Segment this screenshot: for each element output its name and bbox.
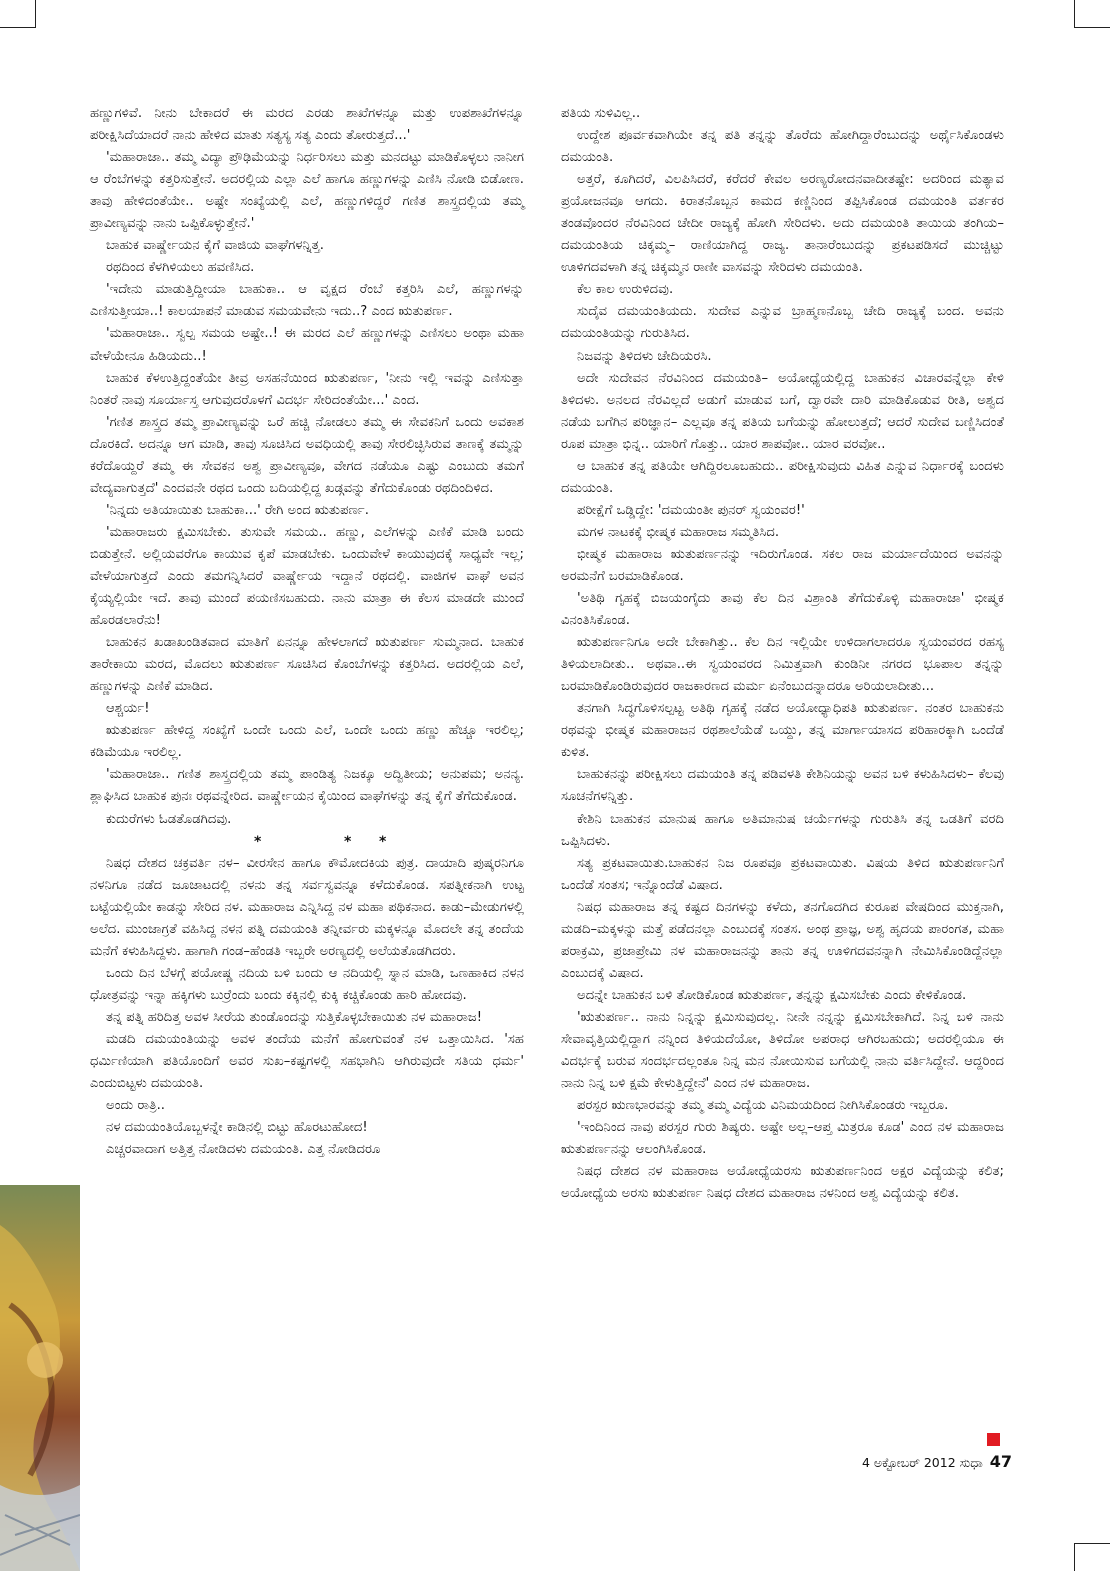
section-break-star: * — [379, 833, 387, 850]
paragraph: 'ಋತುಪರ್ಣ.. ನಾನು ನಿನ್ನನ್ನು ಕ್ಷಮಿಸುವುದಲ್ಲ. ನೀನೇ ನನ್ನನ್ನು ಕ್ಷಮಿಸಬೇಕಾಗಿದೆ. ನಿನ್ನ ಬಳಿ ನಾನು ಸೇವಾವೃತ್ತಿಯಲ್ಲಿದ್ದಾಗ ನನ್ನಿಂದ ತಿಳಿಯದೆಯೋ, ತಿಳಿದೋ ಅಪರಾಧ ಆಗಿರಬಹುದು; ಅದರಲ್ಲಿಯೂ ಈ ವಿದರ್ಭಕ್ಕೆ ಬರುವ ಸಂದರ್ಭದಲ್ಲಂತೂ ನಿನ್ನ ಮನ ನೋಯಿಸುವ ಬಗೆಯಲ್ಲಿ ನಾನು ವರ್ತಿಸಿದ್ದೇನೆ. ಆದ್ದರಿಂದ ನಾನು ನಿನ್ನ ಬಳಿ ಕ್ಷಮೆ ಕೇಳುತ್ತಿದ್ದೇನೆ' ಎಂದ ನಳ ಮಹಾರಾಜ. — [561, 1009, 1004, 1092]
paragraph: ಋತುಪರ್ಣನಿಗೂ ಅದೇ ಬೇಕಾಗಿತ್ತು.. ಕೆಲ ದಿನ ಇಲ್ಲಿಯೇ ಉಳಿದಾಗಲಾದರೂ ಸ್ವಯಂವರದ ರಹಸ್ಯ ತಿಳಿಯಲಾದೀತು.. ಅಥವಾ..ಈ ಸ್ವಯಂವರದ ನಿಮಿತ್ತವಾಗಿ ಕುಂಡಿನೀ ನಗರದ ಭೂಪಾಲ ತನ್ನನ್ನು ಬರಮಾಡಿಕೊಂಡಿರುವುದರ ರಾಜಕಾರಣದ ಮರ್ಮ ಏನೆಂಬುದನ್ನಾದರೂ ಅರಿಯಲಾದೀತು... — [561, 635, 1004, 695]
illustration-fragment — [0, 1185, 80, 1571]
paragraph: ಕೇಶಿನಿ ಬಾಹುಕನ ಮಾನುಷ ಹಾಗೂ ಅತಿಮಾನುಷ ಚರ್ಯೆಗಳನ್ನು ಗುರುತಿಸಿ ತನ್ನ ಒಡತಿಗೆ ವರದಿ ಒಪ್ಪಿಸಿದಳು. — [561, 811, 1004, 849]
section-break-star: * — [254, 833, 262, 850]
paragraph: 'ನಿನ್ನದು ಅತಿಯಾಯಿತು ಬಾಹುಕಾ...' ರೇಗಿ ಅಂದ ಋತುಪರ್ಣ. — [106, 502, 369, 518]
paragraph: ಋತುಪರ್ಣ ಹೇಳಿದ್ದ ಸಂಖ್ಯೆಗೆ ಒಂದೇ ಒಂದು ಎಲೆ, ಒಂದೇ ಒಂದು ಹಣ್ಣು ಹೆಚ್ಚೂ ಇರಲಿಲ್ಲ; ಕಡಿಮೆಯೂ ಇರಲಿಲ್ಲ. — [90, 723, 524, 761]
paragraph: ತನ್ನ ಪತ್ನಿ ಹರಿದಿತ್ತ ಅವಳ ಸೀರೆಯ ತುಂಡೊಂದನ್ನು ಸುತ್ತಿಕೊಳ್ಳಬೇಕಾಯಿತು ನಳ ಮಹಾರಾಜ! — [106, 1009, 482, 1025]
paragraph: ಕೆಲ ಕಾಲ ಉರುಳಿದವು. — [577, 282, 674, 298]
paragraph: ನಿಷಧ ಮಹಾರಾಜ ತನ್ನ ಕಷ್ಟದ ದಿನಗಳನ್ನು ಕಳೆದು, ತನಗೊದಗಿದ ಕುರೂಪ ವೇಷದಿಂದ ಮುಕ್ತನಾಗಿ, ಮಡದಿ–ಮಕ್ಕಳನ್ನು ಮತ್ತೆ ಪಡೆದನಲ್ಲಾ ಎಂಬುದಕ್ಕೆ ಸಂತಸ. ಅಂಥ ಪ್ರಾಜ್ಞ, ಅಶ್ವ ಹೃದಯ ಪಾರಂಗತ, ಮಹಾ ಪರಾಕ್ರಮಿ, ಪ್ರಜಾಪ್ರೇಮಿ ನಳ ಮಹಾರಾಜನನ್ನು ತಾನು ತನ್ನ ಊಳಿಗದವನನ್ನಾಗಿ ನೇಮಿಸಿಕೊಂಡಿದ್ದೆನಲ್ಲಾ ಎಂಬುದಕ್ಕೆ ವಿಷಾದ. — [561, 899, 1004, 981]
crop-mark-bottom-right-h — [1074, 1543, 1110, 1544]
paragraph: 'ಮಹಾರಾಜಾ.. ಸ್ವಲ್ಪ ಸಮಯ ಅಷ್ಟೇ..! ಈ ಮರದ ಎಲೆ ಹಣ್ಣುಗಳನ್ನು ಎಣಿಸಲು ಅಂಥಾ ಮಹಾ ವೇಳೆಯೇನೂ ಹಿಡಿಯದು..! — [90, 326, 524, 364]
paragraph: ಆಶ್ಚರ್ಯ! — [106, 701, 150, 717]
issue-date: 4 ಅಕ್ಟೋಬರ್ 2012 — [861, 1455, 956, 1470]
paragraph: 'ಮಹಾರಾಜಾ.. ತಮ್ಮ ವಿದ್ಯಾ ಪ್ರೌಢಿಮೆಯನ್ನು ನಿರ್ಧರಿಸಲು ಮತ್ತು ಮನದಟ್ಟು ಮಾಡಿಕೊಳ್ಳಲು ನಾನೀಗ ಆ ರೆಂಬೆಗಳನ್ನು ಕತ್ತರಿಸುತ್ತೇನೆ. ಅದರಲ್ಲಿಯ ಎಲ್ಲಾ ಎಲೆ ಹಾಗೂ ಹಣ್ಣುಗಳನ್ನು ಎಣಿಸಿ ನೋಡಿ ಬಿಡೋಣ. ತಾವು ಹೇಳಿದಂತೆಯೇ.. ಅಷ್ಟೇ ಸಂಖ್ಯೆಯಲ್ಲಿ ಎಲೆ, ಹಣ್ಣುಗಳಿದ್ದರೆ ಗಣಿತ ಶಾಸ್ತ್ರದಲ್ಲಿಯ ತಮ್ಮ ಪ್ರಾವೀಣ್ಯವನ್ನು ನಾನು ಒಪ್ಪಿಕೊಳ್ಳುತ್ತೇನೆ.' — [90, 150, 524, 232]
paragraph: 'ಇದೇನು ಮಾಡುತ್ತಿದ್ದೀಯಾ ಬಾಹುಕಾ.. ಆ ವೃಕ್ಷದ ರೆಂಬೆ ಕತ್ತರಿಸಿ ಎಲೆ, ಹಣ್ಣುಗಳನ್ನು ಎಣಿಸುತ್ತೀಯಾ..! ಕಾಲಯಾಪನೆ ಮಾಡುವ ಸಮಯವೇನು ಇದು..? ಎಂದ ಋತುಪರ್ಣ. — [90, 282, 524, 320]
crop-mark-top-left-h — [0, 27, 36, 28]
paragraph: ಅದೇ ಸುದೇವನ ನೆರವಿನಿಂದ ದಮಯಂತಿ– ಅಯೋಧ್ಯೆಯಲ್ಲಿದ್ದ ಬಾಹುಕನ ವಿಚಾರವನ್ನೆಲ್ಲಾ ಕೇಳಿ ತಿಳಿದಳು. ಅನಲದ ನೆರವಿಲ್ಲದೆ ಅಡುಗೆ ಮಾಡುವ ಬಗೆ, ದ್ವಾರವೇ ದಾರಿ ಮಾಡಿಕೊಡುವ ರೀತಿ, ಅಶ್ವದ ನಡೆಯ ಬಗೆಗಿನ ಪರಿಜ್ಞಾನ– ಎಲ್ಲವೂ ತನ್ನ ಪತಿಯ ಬಗೆಯನ್ನು ಹೋಲುತ್ತದೆ; ಆದರೆ ಸುದೇವ ಬಣ್ಣಿಸಿದಂತೆ ರೂಪ ಮಾತ್ರಾ ಭಿನ್ನ.. ಯಾರಿಗೆ ಗೊತ್ತು.. ಯಾರ ಶಾಪವೋ.. ಯಾರ ವರವೋ.. — [561, 370, 1004, 452]
paragraph: 'ಮಹಾರಾಜಾ.. ಗಣಿತ ಶಾಸ್ತ್ರದಲ್ಲಿಯ ತಮ್ಮ ಪಾಂಡಿತ್ಯ ನಿಜಕ್ಕೂ ಅದ್ವಿತೀಯ; ಅನುಪಮ; ಅನನ್ಯ. ಶ್ಲಾಘಿಸಿದ ಬಾಹುಕ ಪುನಃ ರಥವನ್ನೇರಿದ. ವಾರ್ಷ್ಣೇಯನ ಕೈಯಿಂದ ವಾಘೆಗಳನ್ನು ತನ್ನ ಕೈಗೆ ತೆಗೆದುಕೊಂಡ. — [90, 767, 524, 805]
paragraph: ಕುದುರೆಗಳು ಓಡತೊಡಗಿದವು. — [106, 811, 232, 827]
paragraph: ತನಗಾಗಿ ಸಿದ್ಧಗೊಳಿಸಲ್ಪಟ್ಟ ಅತಿಥಿ ಗೃಹಕ್ಕೆ ನಡೆದ ಅಯೋಧ್ಯಾಧಿಪತಿ ಋತುಪರ್ಣ. ನಂತರ ಬಾಹುಕನು ರಥವನ್ನು ಭೀಷ್ಮಕ ಮಹಾರಾಜನ ರಥಶಾಲೆಯೆಡೆ ಒಯ್ದು, ತನ್ನ ಮಾರ್ಗಾಯಾಸದ ಪರಿಹಾರಕ್ಕಾಗಿ ಒಂದೆಡೆ ಕುಳಿತ. — [561, 701, 1004, 761]
page-footer — [862, 1452, 1012, 1471]
paragraph: ಅತ್ತರೆ, ಕೂಗಿದರೆ, ವಿಲಪಿಸಿದರೆ, ಕರೆದರೆ ಕೇವಲ ಅರಣ್ಯರೋದನವಾದೀತಷ್ಟೇ: ಅದರಿಂದ ಮತ್ಯಾವ ಪ್ರಯೋಜನವೂ ಆಗದು. ಕಿರಾತನೊಬ್ಬನ ಕಾಮದ ಕಣ್ಣಿನಿಂದ ತಪ್ಪಿಸಿಕೊಂಡ ದಮಯಂತಿ ವರ್ತಕರ ತಂಡವೊಂದರ ನೆರವಿನಿಂದ ಚೇದೀ ರಾಜ್ಯಕ್ಕೆ ಹೋಗಿ ಸೇರಿದಳು. ಅದು ದಮಯಂತಿ ತಾಯಿಯ ತಂಗಿಯ– ದಮಯಂತಿಯ ಚಿಕ್ಕಮ್ಮ– ರಾಣಿಯಾಗಿದ್ದ ರಾಜ್ಯ. ತಾನಾರೆಂಬುದನ್ನು ಪ್ರಕಟಪಡಿಸದೆ ಮುಚ್ಚಿಟ್ಟು ಊಳಿಗದವಳಾಗಿ ತನ್ನ ಚಿಕ್ಕಮ್ಮನ ರಾಣೀ ವಾಸವನ್ನು ಸೇರಿದಳು ದಮಯಂತಿ. — [561, 172, 1004, 276]
paragraph: ಪರೀಕ್ಷೆಗೆ ಒಡ್ಡಿದ್ದೇ: 'ದಮಯಂತೀ ಪುನರ್ ಸ್ವಯಂವರ!' — [577, 502, 805, 518]
paragraph: ನಿಷಧ ದೇಶದ ಚಕ್ರವರ್ತಿ ನಳ– ವೀರಸೇನ ಹಾಗೂ ಕೌಮೋದಕಿಯ ಪುತ್ರ. ದಾಯಾದಿ ಪುಷ್ಕರನಿಗೂ ನಳನಿಗೂ ನಡೆದ ಜೂಜಾಟದಲ್ಲಿ ನಳನು ತನ್ನ ಸರ್ವಸ್ವವನ್ನೂ ಕಳೆದುಕೊಂಡ. ಸಪತ್ನೀಕನಾಗಿ ಉಟ್ಟ ಬಟ್ಟೆಯಲ್ಲಿಯೇ ಕಾಡನ್ನು ಸೇರಿದ ನಳ. ಮಹಾರಾಜ ಎನ್ನಿಸಿದ್ದ ನಳ ಮಹಾ ಪಥಿಕನಾದ. ಕಾಡು–ಮೇಡುಗಳಲ್ಲಿ ಅಲೆದ. ಮುಂಜಾಗ್ರತೆ ವಹಿಸಿದ್ದ ನಳನ ಪತ್ನಿ ದಮಯಂತಿ ತನ್ನೀರ್ವರು ಮಕ್ಕಳನ್ನೂ ಮೊದಲೇ ತನ್ನ ತಂದೆಯ ಮನೆಗೆ ಕಳುಹಿಸಿದ್ದಳು. ಹಾಗಾಗಿ ಗಂಡ–ಹೆಂಡತಿ ಇಬ್ಬರೇ ಅರಣ್ಯದಲ್ಲಿ ಅಲೆಯತೊಡಗಿದರು. — [90, 855, 524, 959]
paragraph: ನಿಷಧ ದೇಶದ ನಳ ಮಹಾರಾಜ ಅಯೋಧ್ಯೆಯರಸು ಋತುಪರ್ಣನಿಂದ ಅಕ್ಷರ ವಿದ್ಯೆಯನ್ನು ಕಲಿತ; ಅಯೋಧ್ಯೆಯ ಅರಸು ಋತುಪರ್ಣ ನಿಷಧ ದೇಶದ ಮಹಾರಾಜ ನಳನಿಂದ ಅಶ್ವ ವಿದ್ಯೆಯನ್ನು ಕಲಿತ. — [561, 1164, 1004, 1202]
paragraph: ಪತಿಯ ಸುಳಿವಿಲ್ಲ.. — [561, 106, 641, 121]
section-break — [90, 831, 524, 853]
paragraph: ಒಂದು ದಿನ ಬೆಳಗ್ಗೆ ಪಯೋಷ್ಣ ನದಿಯ ಬಳಿ ಬಂದು ಆ ನದಿಯಲ್ಲಿ ಸ್ನಾನ ಮಾಡಿ, ಒಣಹಾಕಿದ ನಳನ ಧೋತ್ರವನ್ನು ಇನ್ನಾ ಹಕ್ಕಿಗಳು ಬುರ್ರೆಂದು ಬಂದು ಕಕ್ಕಿನಲ್ಲಿ ಕುಕ್ಕಿ ಕಚ್ಚಿಕೊಂಡು ಹಾರಿ ಹೋದವು. — [90, 965, 524, 1003]
paragraph: 'ಅತಿಥಿ ಗೃಹಕ್ಕೆ ಬಿಜಯಂಗೈದು ತಾವು ಕೆಲ ದಿನ ವಿಶ್ರಾಂತಿ ತೆಗೆದುಕೊಳ್ಳಿ ಮಹಾರಾಜಾ' ಭೀಷ್ಮಕ ವಿನಂತಿಸಿಕೊಂಡ. — [561, 591, 1004, 629]
paragraph: ಎಚ್ಚರವಾದಾಗ ಅತ್ತಿತ್ತ ನೋಡಿದಳು ದಮಯಂತಿ. ಎತ್ತ ನೋಡಿದರೂ — [106, 1142, 381, 1158]
paragraph: 'ಇಂದಿನಿಂದ ನಾವು ಪರಸ್ಪರ ಗುರು ಶಿಷ್ಯರು. ಅಷ್ಟೇ ಅಲ್ಲ–ಆಪ್ತ ಮಿತ್ರರೂ ಕೂಡ' ಎಂದ ನಳ ಮಹಾರಾಜ ಋತುಪರ್ಣನನ್ನು ಆಲಂಗಿಸಿಕೊಂಡ. — [561, 1120, 1004, 1158]
paragraph: ಆ ಬಾಹುಕ ತನ್ನ ಪತಿಯೇ ಆಗಿದ್ದಿರಲೂಬಹುದು.. ಪರೀಕ್ಷಿಸುವುದು ವಿಹಿತ ಎನ್ನುವ ನಿರ್ಧಾರಕ್ಕೆ ಬಂದಳು ದಮಯಂತಿ. — [561, 458, 1004, 496]
paragraph: ಬಾಹುಕನ ಖಡಾಖಂಡಿತವಾದ ಮಾತಿಗೆ ಏನನ್ನೂ ಹೇಳಲಾಗದೆ ಋತುಪರ್ಣ ಸುಮ್ಮನಾದ. ಬಾಹುಕ ತಾರೇಕಾಯಿ ಮರದ, ಮೊದಲು ಋತುಪರ್ಣ ಸೂಚಿಸಿದ ಕೊಂಬೆಗಳನ್ನು ಕತ್ತರಿಸಿದ. ಅದರಲ್ಲಿಯ ಎಲೆ, ಹಣ್ಣುಗಳನ್ನು ಎಣಿಕೆ ಮಾಡಿದ. — [90, 635, 524, 695]
paragraph: 'ಗಣಿತ ಶಾಸ್ತ್ರದ ತಮ್ಮ ಪ್ರಾವೀಣ್ಯವನ್ನು ಒರೆ ಹಚ್ಚಿ ನೋಡಲು ತಮ್ಮ ಈ ಸೇವಕನಿಗೆ ಒಂದು ಅವಕಾಶ ದೊರಕಿದೆ. ಅದನ್ನೂ ಆಗ ಮಾಡಿ, ತಾವು ಸೂಚಿಸಿದ ಅವಧಿಯಲ್ಲಿ ತಾವು ಸೇರಲಿಚ್ಛಿಸಿರುವ ತಾಣಕ್ಕೆ ತಮ್ಮನ್ನು ಕರೆದೊಯ್ದರೆ ತಮ್ಮ ಈ ಸೇವಕನ ಅಶ್ವ ಪ್ರಾವೀಣ್ಯವೂ, ವೇಗದ ನಡೆಯೂ ಎಷ್ಟು ಎಂಬುದು ತಮಗೆ ವೇದ್ಯವಾಗುತ್ತದೆ' ಎಂದವನೇ ರಥದ ಒಂದು ಬದಿಯಲ್ಲಿದ್ದ ಖಡ್ಗವನ್ನು ತೆಗೆದುಕೊಂಡು ರಥದಿಂದಿಳಿದ. — [90, 414, 524, 496]
paragraph: ಮಡದಿ ದಮಯಂತಿಯನ್ನು ಅವಳ ತಂದೆಯ ಮನೆಗೆ ಹೋಗುವಂತೆ ನಳ ಒತ್ತಾಯಿಸಿದ. 'ಸಹ ಧರ್ಮಿಣಿಯಾಗಿ ಪತಿಯೊಂದಿಗೆ ಅವರ ಸುಖ–ಕಷ್ಟಗಳಲ್ಲಿ ಸಹಭಾಗಿನಿ ಆಗಿರುವುದೇ ಸತಿಯ ಧರ್ಮ' ಎಂದುಬಿಟ್ಟಳು ದಮಯಂತಿ. — [90, 1031, 524, 1092]
article-column-left — [90, 103, 524, 1161]
paragraph: ಅದನ್ನೇ ಬಾಹುಕನ ಬಳಿ ತೋಡಿಕೊಂಡ ಋತುಪರ್ಣ, ತನ್ನನ್ನು ಕ್ಷಮಿಸಬೇಕು ಎಂದು ಕೇಳಿಕೊಂಡ. — [577, 987, 967, 1003]
paragraph: ಅಂದು ರಾತ್ರಿ.. — [106, 1098, 165, 1114]
magazine-name: ಸುಧಾ — [959, 1455, 983, 1470]
paragraph: ಮಗಳ ನಾಟಕಕ್ಕೆ ಭೀಷ್ಮಕ ಮಹಾರಾಜ ಸಮ್ಮತಿಸಿದ. — [577, 524, 780, 540]
paragraph: ಬಾಹುಕನನ್ನು ಪರೀಕ್ಷಿಸಲು ದಮಯಂತಿ ತನ್ನ ಪಡಿವಳತಿ ಕೇಶಿನಿಯನ್ನು ಅವನ ಬಳಿ ಕಳುಹಿಸಿದಳು– ಕೆಲವು ಸೂಚನೆಗಳನ್ನಿತ್ತು. — [561, 767, 1004, 805]
paragraph: 'ಮಹಾರಾಜರು ಕ್ಷಮಿಸಬೇಕು. ತುಸುವೇ ಸಮಯ.. ಹಣ್ಣು, ಎಲೆಗಳನ್ನು ಎಣಿಕೆ ಮಾಡಿ ಬಂದು ಬಿಡುತ್ತೇನೆ. ಅಲ್ಲಿಯವರೆಗೂ ಕಾಯುವ ಕೃಪೆ ಮಾಡಬೇಕು. ಒಂದುವೇಳೆ ಕಾಯುವುದಕ್ಕೆ ಸಾಧ್ಯವೇ ಇಲ್ಲ; ವೇಳೆಯಾಗುತ್ತದೆ ಎಂದು ತಮಗನ್ನಿಸಿದರೆ ವಾರ್ಷ್ಣೇಯ ಇದ್ದಾನೆ ರಥದಲ್ಲಿ. ವಾಜಿಗಳ ವಾಘೆ ಅವನ ಕೈಯ್ಯಲ್ಲಿಯೇ ಇದೆ. ತಾವು ಮುಂದೆ ಪಯಣಿಸಬಹುದು. ನಾನು ಮಾತ್ರಾ ಈ ಕೆಲಸ ಮಾಡದೇ ಮುಂದೆ ಹೊರಡಲಾರೆನು! — [90, 524, 524, 629]
section-end-marker — [987, 1433, 1000, 1446]
paragraph: ಭೀಷ್ಮಕ ಮಹಾರಾಜ ಋತುಪರ್ಣನನ್ನು ಇದಿರುಗೊಂಡ. ಸಕಲ ರಾಜ ಮರ್ಯಾದೆಯಿಂದ ಅವನನ್ನು ಅರಮನೆಗೆ ಬರಮಾಡಿಕೊಂಡ. — [561, 546, 1004, 584]
paragraph: ಬಾಹುಕ ವಾರ್ಷ್ಣೇಯನ ಕೈಗೆ ವಾಜಿಯ ವಾಘೆಗಳನ್ನಿತ್ತ. — [106, 238, 324, 254]
paragraph: ಉದ್ದೇಶ ಪೂರ್ವಕವಾಗಿಯೇ ತನ್ನ ಪತಿ ತನ್ನನ್ನು ತೊರೆದು ಹೋಗಿದ್ದಾರೆಂಬುದನ್ನು ಅರ್ಥೈಸಿಕೊಂಡಳು ದಮಯಂತಿ. — [561, 128, 1004, 166]
article-column-right — [561, 103, 1004, 1205]
paragraph: ಹಣ್ಣುಗಳಿವೆ. ನೀನು ಬೇಕಾದರೆ ಈ ಮರದ ಎರಡು ಶಾಖೆಗಳನ್ನೂ ಮತ್ತು ಉಪಶಾಖೆಗಳನ್ನೂ ಪರೀಕ್ಷಿಸಿದೆಯಾದರೆ ನಾನು ಹೇಳಿದ ಮಾತು ಸತ್ಯಸ್ಯ ಸತ್ಯ ಎಂದು ತೋರುತ್ತದೆ...' — [90, 106, 524, 144]
paragraph: ಬಾಹುಕ ಕೆಳಉತ್ತಿದ್ದಂತೆಯೇ ತೀವ್ರ ಅಸಹನೆಯಿಂದ ಋತುಪರ್ಣ, 'ನೀನು ಇಲ್ಲಿ ಇವನ್ನು ಎಣಿಸುತ್ತಾ ನಿಂತರೆ ನಾವು ಸೂರ್ಯಾಸ್ತ ಆಗುವುದರೊಳಗೆ ವಿದರ್ಭ ಸೇರಿದಂತೆಯೇ...' ಎಂದ. — [90, 370, 524, 408]
paragraph: ಸುದೈವ ದಮಯಂತಿಯದು. ಸುದೇವ ಎನ್ನುವ ಬ್ರಾಹ್ಮಣನೊಬ್ಬ ಚೇದಿ ರಾಜ್ಯಕ್ಕೆ ಬಂದ. ಅವನು ದಮಯಂತಿಯನ್ನು ಗುರುತಿಸಿದ. — [561, 304, 1004, 342]
paragraph: ಸತ್ಯ ಪ್ರಕಟವಾಯಿತು.ಬಾಹುಕನ ನಿಜ ರೂಪವೂ ಪ್ರಕಟವಾಯಿತು. ವಿಷಯ ತಿಳಿದ ಋತುಪರ್ಣನಿಗೆ ಒಂದೆಡೆ ಸಂತಸ; ಇನ್ನೊಂದೆಡೆ ವಿಷಾದ. — [561, 855, 1004, 893]
paragraph: ನಿಜವನ್ನು ತಿಳಿದಳು ಚೇದಿಯರಸಿ. — [577, 348, 712, 364]
section-break-star: * — [344, 833, 352, 850]
paragraph: ನಳ ದಮಯಂತಿಯೊಬ್ಬಳನ್ನೇ ಕಾಡಿನಲ್ಲಿ ಬಿಟ್ಟು ಹೊರಟುಹೋದ! — [106, 1120, 368, 1136]
crop-mark-bottom-right-v — [1074, 1543, 1075, 1571]
crop-mark-top-left-v — [35, 0, 36, 28]
paragraph: ರಥದಿಂದ ಕೆಳಗಿಳಿಯಲು ಹವಣಿಸಿದ. — [106, 260, 255, 276]
paragraph: ಪರಸ್ಪರ ಋಣಭಾರವನ್ನು ತಮ್ಮ ತಮ್ಮ ವಿದ್ಯೆಯ ವಿನಿಮಯದಿಂದ ನೀಗಿಸಿಕೊಂಡರು ಇಬ್ಬರೂ. — [577, 1098, 949, 1114]
crop-mark-top-right-h — [1074, 27, 1110, 28]
page-number: 47 — [989, 1452, 1012, 1471]
crop-mark-top-right-v — [1074, 0, 1075, 28]
